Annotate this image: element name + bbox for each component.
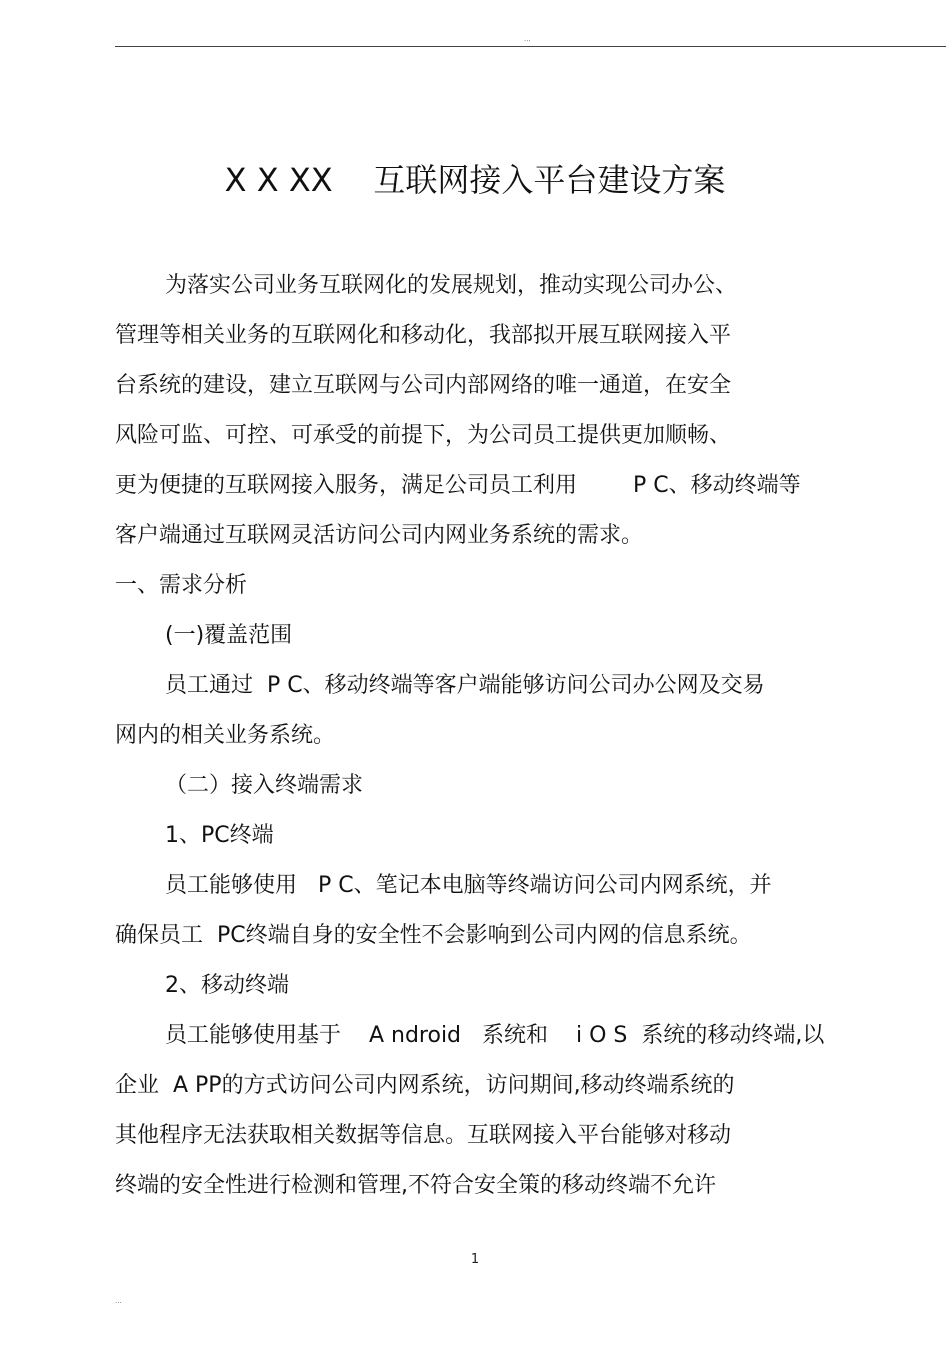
page-number: 1 <box>470 1252 480 1267</box>
paragraph-line: 员工通过 P C、移动终端等客户端能够访问公司办公网及交易 <box>165 673 765 698</box>
paragraph-line: 风险可监、可控、可承受的前提下，为公司员工提供更加顺畅、 <box>115 423 732 448</box>
paragraph-line: 企业 A PP的方式访问公司内网系统，访问期间,移动终端系统的 <box>115 1073 735 1098</box>
item-heading: 1、PC终端 <box>165 823 274 848</box>
paragraph-line: 台系统的建设，建立互联网与公司内部网络的唯一通道，在安全 <box>115 373 732 398</box>
item-heading: 2、移动终端 <box>165 973 289 998</box>
paragraph-line: 为落实公司业务互联网化的发展规划，推动实现公司办公、 <box>165 273 738 298</box>
paragraph-line: 管理等相关业务的互联网化和移动化，我部拟开展互联网接入平 <box>115 323 732 348</box>
paragraph-line: 员工能够使用基于 A ndroid 系统和 i O S 系统的移动终端,以 <box>165 1023 825 1048</box>
paragraph-line: 客户端通过互联网灵活访问公司内网业务系统的需求。 <box>115 523 644 548</box>
header-mark: ··· <box>524 37 531 45</box>
paragraph-line: 确保员工 PC终端自身的安全性不会影响到公司内网的信息系统。 <box>115 923 752 948</box>
paragraph-line: 其他程序无法获取相关数据等信息。互联网接入平台能够对移动 <box>115 1123 732 1148</box>
subsection-heading: （二）接入终端需求 <box>165 773 364 798</box>
subsection-heading: (一)覆盖范围 <box>165 623 293 648</box>
footer-mark: ··· <box>115 1299 122 1307</box>
paragraph-line: 员工能够使用 P C、笔记本电脑等终端访问公司内网系统，并 <box>165 873 772 898</box>
document-title: X X XX 互联网接入平台建设方案 <box>224 161 726 199</box>
header-rule <box>115 46 946 47</box>
paragraph-line: 网内的相关业务系统。 <box>115 723 336 748</box>
paragraph-line: 终端的安全性进行检测和管理,不符合安全策的移动终端不允许 <box>115 1173 716 1198</box>
section-heading: 一、需求分析 <box>115 573 248 598</box>
paragraph-line: 更为便捷的互联网接入服务，满足公司员工利用 P C、移动终端等 <box>115 473 801 498</box>
